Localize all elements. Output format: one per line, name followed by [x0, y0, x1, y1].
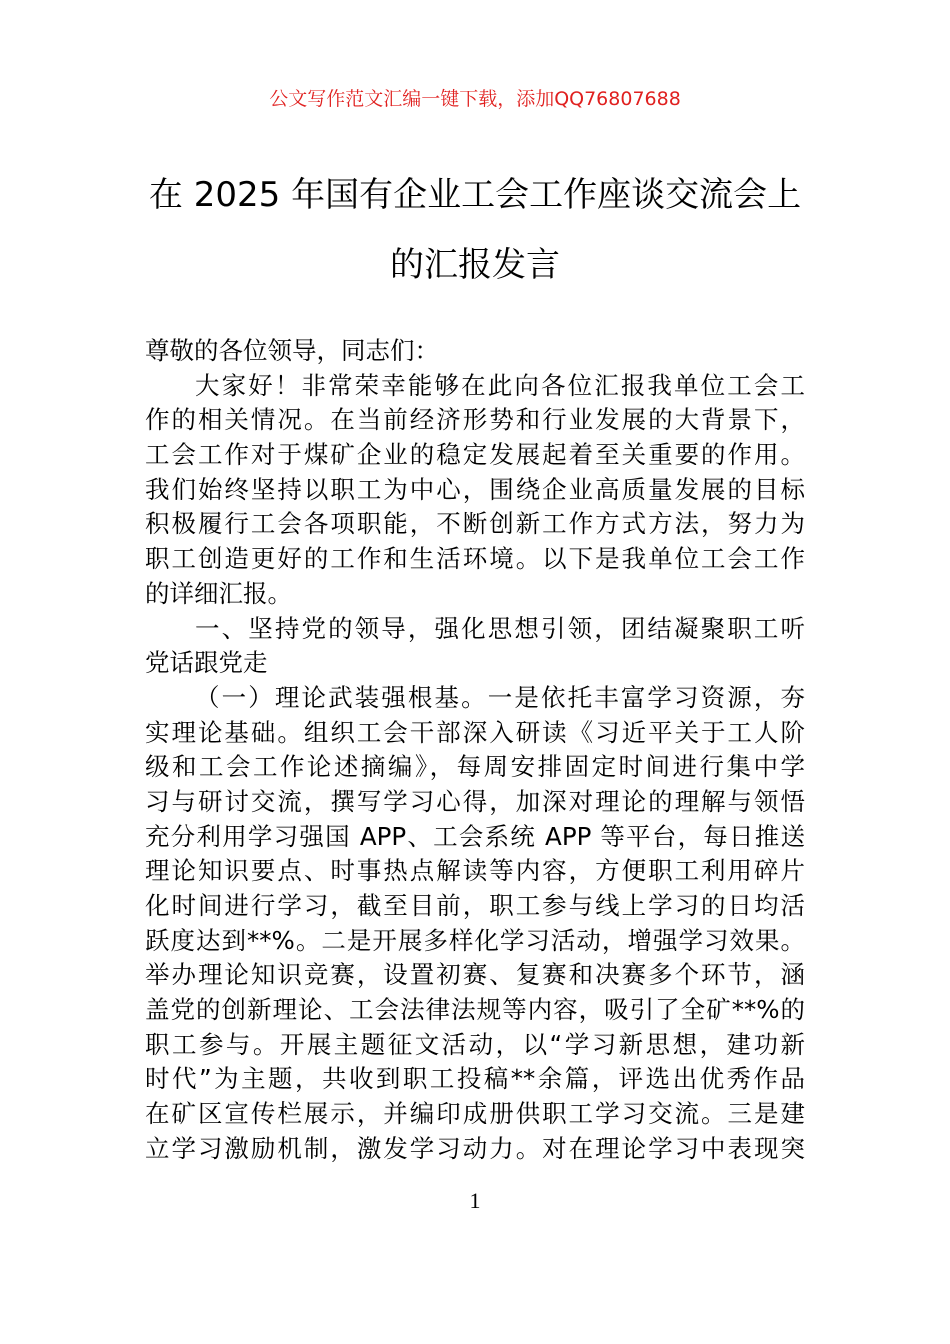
body-text-line: 化时间进行学习，截至目前，职工参与线上学习的日均活: [145, 891, 805, 920]
document-body: [145, 334, 805, 1167]
body-text-line: 级和工会工作论述摘编》，每周安排固定时间进行集中学: [145, 752, 805, 782]
body-text-line: 职工创造更好的工作和生活环境。以下是我单位工会工作: [145, 544, 805, 574]
body-text-line: 习与研讨交流，撰写学习心得，加深对理论的理解与领悟: [145, 786, 805, 816]
title-line-2: 的汇报发言: [390, 245, 560, 285]
page-number: 1: [469, 1188, 481, 1213]
body-text-line: 跃度达到**%。二是开展多样化学习活动，增强学习效果。: [145, 925, 805, 955]
document-title: [145, 160, 805, 300]
watermark-download-notice: 公文写作范文汇编一键下载，添加QQ76807688: [269, 88, 681, 110]
body-text-line: 在矿区宣传栏展示，并编印成册供职工学习交流。三是建: [145, 1099, 805, 1129]
body-text-line: 工会工作对于煤矿企业的稳定发展起着至关重要的作用。: [145, 440, 805, 470]
body-text-line: 党话跟党走: [145, 648, 268, 678]
body-text-line: 充分利用学习强国 APP、工会系统 APP 等平台，每日推送: [145, 821, 805, 851]
body-text-line: 实理论基础。组织工会干部深入研读《习近平关于工人阶: [145, 717, 805, 747]
body-text-line: 的详细汇报。: [145, 578, 292, 608]
body-text-line: 盖党的创新理论、工会法律法规等内容，吸引了全矿**%的: [145, 995, 805, 1025]
body-text-line: 一、坚持党的领导，强化思想引领，团结凝聚职工听: [195, 613, 805, 643]
body-text-line: （一）理论武装强根基。一是依托丰富学习资源，夯: [195, 682, 805, 712]
body-text-line: 立学习激励机制，激发学习动力。对在理论学习中表现突: [145, 1133, 805, 1163]
body-text-line: 我们始终坚持以职工为中心，围绕企业高质量发展的目标: [145, 474, 805, 504]
body-text-line: 积极履行工会各项职能，不断创新工作方式方法，努力为: [145, 509, 805, 539]
body-text-line: 理论知识要点、时事热点解读等内容，方便职工利用碎片: [145, 856, 805, 886]
title-line-1: 在 2025 年国有企业工会工作座谈交流会上: [148, 175, 802, 215]
body-text-line: 尊敬的各位领导，同志们：: [145, 336, 439, 365]
body-text-line: 大家好！非常荣幸能够在此向各位汇报我单位工会工: [195, 370, 805, 400]
body-text-line: 时代”为主题，共收到职工投稿**余篇，评选出优秀作品: [145, 1064, 805, 1094]
body-text-line: 职工参与。开展主题征文活动，以“学习新思想，建功新: [145, 1029, 805, 1059]
body-text-line: 作的相关情况。在当前经济形势和行业发展的大背景下，: [145, 405, 805, 435]
body-text-line: 举办理论知识竞赛，设置初赛、复赛和决赛多个环节，涵: [145, 960, 805, 990]
